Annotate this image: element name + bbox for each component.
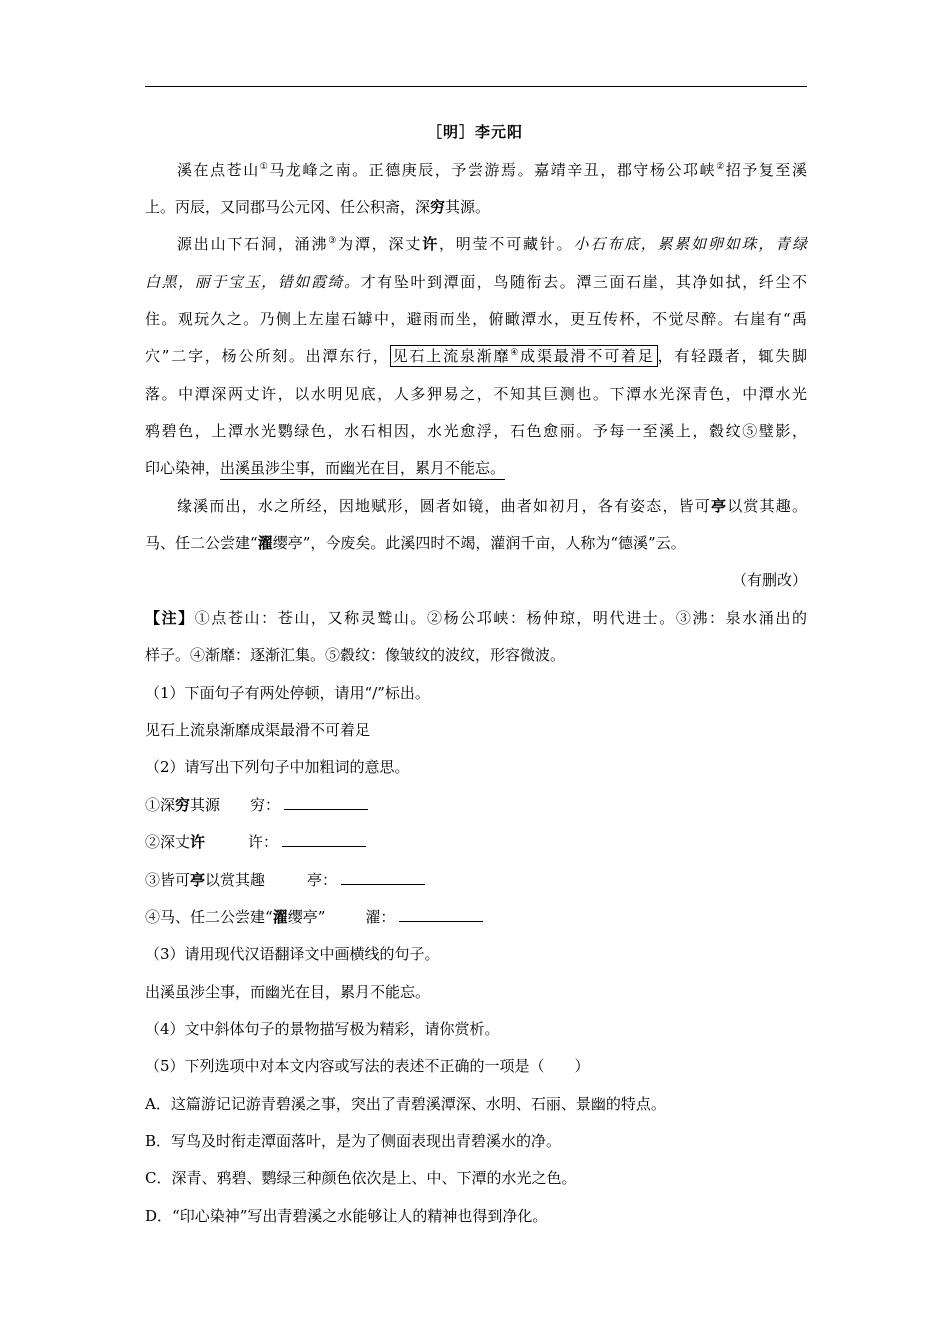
answer-blank[interactable] [399, 907, 483, 922]
q2-item: ①深穷其源 穷： [145, 795, 807, 815]
passage-line: 穴”二字，杨公所刻。出潭东行， 见石上流泉渐靡④成渠最滑不可着足 ，有轻蹑者，辄失脚 [145, 347, 807, 365]
underlined-sentence: 出溪虽涉尘事，而幽光在目，累月不能忘。 [220, 459, 505, 480]
question-1-sentence: 见石上流泉渐靡成渠最滑不可着足 [145, 721, 371, 739]
passage-line: 鸦碧色，上潭水光鹦绿色，水石相因，水光愈浮，石色愈丽。予每一至溪上，縠纹⑤璧影， [145, 422, 807, 440]
question-3: （3）请用现代汉语翻译文中画横线的句子。 [145, 945, 440, 963]
q2-item: ③皆可亭以赏其趣 亭： [145, 870, 807, 890]
notes-line: 【注】①点苍山：苍山，又称灵鹫山。②杨公邛峡：杨仲琼，明代进士。③沸：泉水涌出的 [145, 609, 807, 627]
option-b: B．写鸟及时衔走潭面落叶，是为了侧面表现出青碧溪水的净。 [145, 1132, 562, 1150]
passage-line: 印心染神，出溪虽涉尘事，而幽光在目，累月不能忘。 [145, 458, 807, 478]
question-4: （4）文中斜体句子的景物描写极为精彩，请你赏析。 [145, 1020, 500, 1038]
passage-line: 缘溪而出，水之所经，因地赋形，圆者如镜，曲者如初月，各有姿态，皆可亭以赏其趣。 [177, 497, 807, 515]
author-line: ［明］李元阳 [426, 123, 523, 141]
passage-line: 落。中潭深两丈许，以水明见底，人多狎易之，不知其巨测也。下潭水光深青色，中潭水光 [145, 385, 807, 403]
header-rule [145, 86, 807, 87]
passage-line: 上。丙辰，又同郡马公元冈、任公积斋，深穷其源。 [145, 198, 491, 216]
passage-line: 住。观玩久之。乃侧上左崖石罅中，避雨而坐，俯瞰潭水，更互传杯，不觉尽醉。右崖有“禹 [145, 310, 807, 328]
question-1: （1）下面句子有两处停顿，请用“/”标出。 [145, 684, 430, 702]
q2-item: ②深丈许 许： [145, 832, 807, 852]
q2-item: ④马、任二公尝建“濯缨亭” 濯： [145, 907, 807, 927]
answer-blank[interactable] [341, 870, 425, 885]
passage-line: 马、任二公尝建“濯缨亭”，今废矣。此溪四时不竭，灌润千亩，人称为“德溪”云。 [145, 534, 686, 552]
option-a: A．这篇游记记游青碧溪之事，突出了青碧溪潭深、水明、石丽、景幽的特点。 [145, 1095, 666, 1113]
notes-line: 样子。④渐靡：逐渐汇集。⑤縠纹：像皱纹的波纹，形容微波。 [145, 646, 566, 664]
edited-note: （有删改） [731, 571, 807, 589]
question-2: （2）请写出下列句子中加粗词的意思。 [145, 758, 410, 776]
passage-line: 溪在点苍山①马龙峰之南。正德庚辰，予尝游焉。嘉靖辛丑，郡守杨公邛峡②招予复至溪 [177, 161, 807, 179]
passage-line: 白黑，丽于宝玉，错如霞绮。才有坠叶到潭面，鸟随衔去。潭三面石崖，其净如拭，纤尘不 [145, 273, 807, 291]
option-c: C．深青、鸦碧、鹦绿三种颜色依次是上、中、下潭的水光之色。 [145, 1169, 577, 1187]
answer-blank[interactable] [284, 795, 368, 810]
question-3-sentence: 出溪虽涉尘事，而幽光在目，累月不能忘。 [145, 983, 431, 1001]
question-5: （5）下列选项中对本文内容或写法的表述不正确的一项是（ ） [145, 1057, 590, 1075]
option-d: D．“印心染神”写出青碧溪之水能够让人的精神也得到净化。 [145, 1207, 548, 1225]
answer-blank[interactable] [282, 832, 366, 847]
passage-line: 源出山下石洞，涌沸③为潭，深丈许，明莹不可藏针。小石布底，累累如卵如珠，青绿 [177, 235, 807, 253]
boxed-sentence: 见石上流泉渐靡④成渠最滑不可着足 [390, 345, 658, 367]
